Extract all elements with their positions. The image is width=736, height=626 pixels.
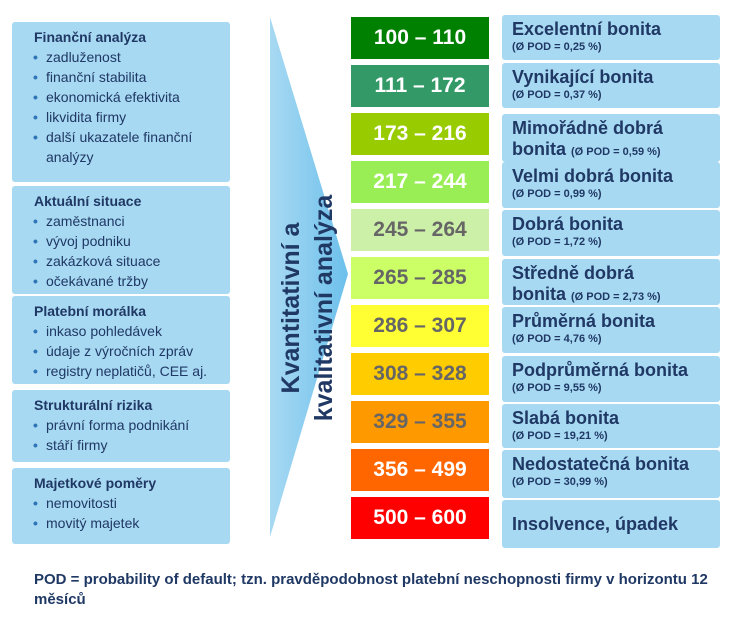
rating-description-3 (502, 114, 720, 162)
list-item: • nemovitosti (33, 495, 117, 511)
bullet-icon: • (33, 495, 38, 511)
rating-description-9 (502, 404, 720, 448)
bullet-icon: • (33, 253, 38, 269)
list-item: • další ukazatele finanční analýzy (33, 129, 193, 165)
score-range-8: 308 – 328 (350, 352, 490, 396)
category-title: Aktuální situace (34, 193, 142, 209)
rating-description-5 (502, 210, 720, 256)
bullet-icon: • (33, 49, 38, 65)
category-title: Majetkové poměry (34, 475, 157, 491)
list-item: • finanční stabilita (33, 69, 147, 85)
list-item: • ekonomická efektivita (33, 89, 180, 105)
category-financial-analysis (12, 22, 230, 182)
score-range-4: 217 – 244 (350, 160, 490, 204)
category-payment-morale (12, 296, 230, 384)
rating-description-1 (502, 15, 720, 60)
bullet-icon: • (33, 213, 38, 229)
rating-name: Excelentní bonita (512, 19, 662, 39)
score-range-9: 329 – 355 (350, 400, 490, 444)
score-range-1: 100 – 110 (350, 16, 490, 60)
list-item: • zaměstnanci (33, 213, 125, 229)
rating-name: Dobrá bonita (512, 214, 623, 234)
score-range-5: 245 – 264 (350, 208, 490, 252)
rating-name: Vynikající bonita (512, 67, 654, 87)
bullet-icon: • (33, 323, 38, 339)
pod-value: (Ø POD = 2,73 %) (571, 291, 661, 303)
bullet-icon: • (33, 417, 38, 433)
list-item: • údaje z výročních zpráv (33, 343, 194, 359)
list-item: • zadluženost (33, 49, 121, 65)
category-title: Strukturální rizika (34, 397, 153, 413)
score-range-11: 500 – 600 (350, 496, 490, 540)
list-item: • registry neplatičů, CEE aj. (33, 363, 208, 379)
rating-name: Podprůměrná bonita (512, 360, 689, 380)
rating-description-2 (502, 63, 720, 108)
bullet-icon: • (33, 69, 38, 85)
rating-name: Insolvence, úpadek (512, 514, 679, 534)
rating-description-10 (502, 450, 720, 498)
bullet-icon: • (33, 89, 38, 105)
category-property (12, 468, 230, 544)
pod-value: (Ø POD = 19,21 %) (512, 430, 608, 442)
bullet-icon: • (33, 437, 38, 453)
rating-name: Mimořádně dobrá bonita (Ø POD = 0,59 %) (512, 118, 664, 159)
rating-description-6 (502, 259, 720, 305)
rating-description-7 (502, 307, 720, 353)
rating-description-11 (502, 500, 720, 548)
rating-name: Nedostatečná bonita (512, 454, 690, 474)
bullet-icon: • (33, 109, 38, 125)
bullet-icon: • (33, 129, 38, 145)
arrow-label: Kvantitativní a kvalitativní analýza (277, 194, 338, 422)
pod-value: (Ø POD = 0,25 %) (512, 41, 602, 53)
category-title: Platební morálka (34, 303, 147, 319)
rating-description-8 (502, 356, 720, 402)
rating-name: Velmi dobrá bonita (512, 166, 674, 186)
score-range-7: 286 – 307 (350, 304, 490, 348)
category-current-situation (12, 186, 230, 294)
bullet-icon: • (33, 363, 38, 379)
list-item: • vývoj podniku (33, 233, 131, 249)
footnote: POD = probability of default; tzn. pravděpodobnost platební neschopnosti firmy v horizontu 12 měsíců (34, 571, 708, 608)
list-item: • movitý majetek (33, 515, 140, 531)
pod-value: (Ø POD = 30,99 %) (512, 476, 608, 488)
category-title: Finanční analýza (34, 29, 147, 45)
pod-value: (Ø POD = 4,76 %) (512, 333, 602, 345)
list-item: • inkaso pohledávek (33, 323, 162, 339)
list-item: • likvidita firmy (33, 109, 127, 125)
pod-value: (Ø POD = 0,99 %) (512, 188, 602, 200)
pod-value: (Ø POD = 1,72 %) (512, 236, 602, 248)
rating-name: Slabá bonita (512, 408, 620, 428)
list-item: • stáří firmy (33, 437, 108, 453)
score-range-2: 111 – 172 (350, 64, 490, 108)
bullet-icon: • (33, 515, 38, 531)
score-range-6: 265 – 285 (350, 256, 490, 300)
pod-value: (Ø POD = 0,37 %) (512, 89, 602, 101)
rating-description-4 (502, 162, 720, 208)
score-range-3: 173 – 216 (350, 112, 490, 156)
list-item: • právní forma podnikání (33, 417, 190, 433)
pod-value: (Ø POD = 9,55 %) (512, 382, 602, 394)
rating-name: Středně dobrá bonita (Ø POD = 2,73 %) (512, 263, 661, 304)
bullet-icon: • (33, 273, 38, 289)
category-structural-risks (12, 390, 230, 462)
bullet-icon: • (33, 343, 38, 359)
list-item: • očekávané tržby (33, 273, 148, 289)
pod-value: (Ø POD = 0,59 %) (571, 146, 661, 158)
score-range-10: 356 – 499 (350, 448, 490, 492)
bullet-icon: • (33, 233, 38, 249)
list-item: • zakázková situace (33, 253, 161, 269)
rating-name: Průměrná bonita (512, 311, 656, 331)
